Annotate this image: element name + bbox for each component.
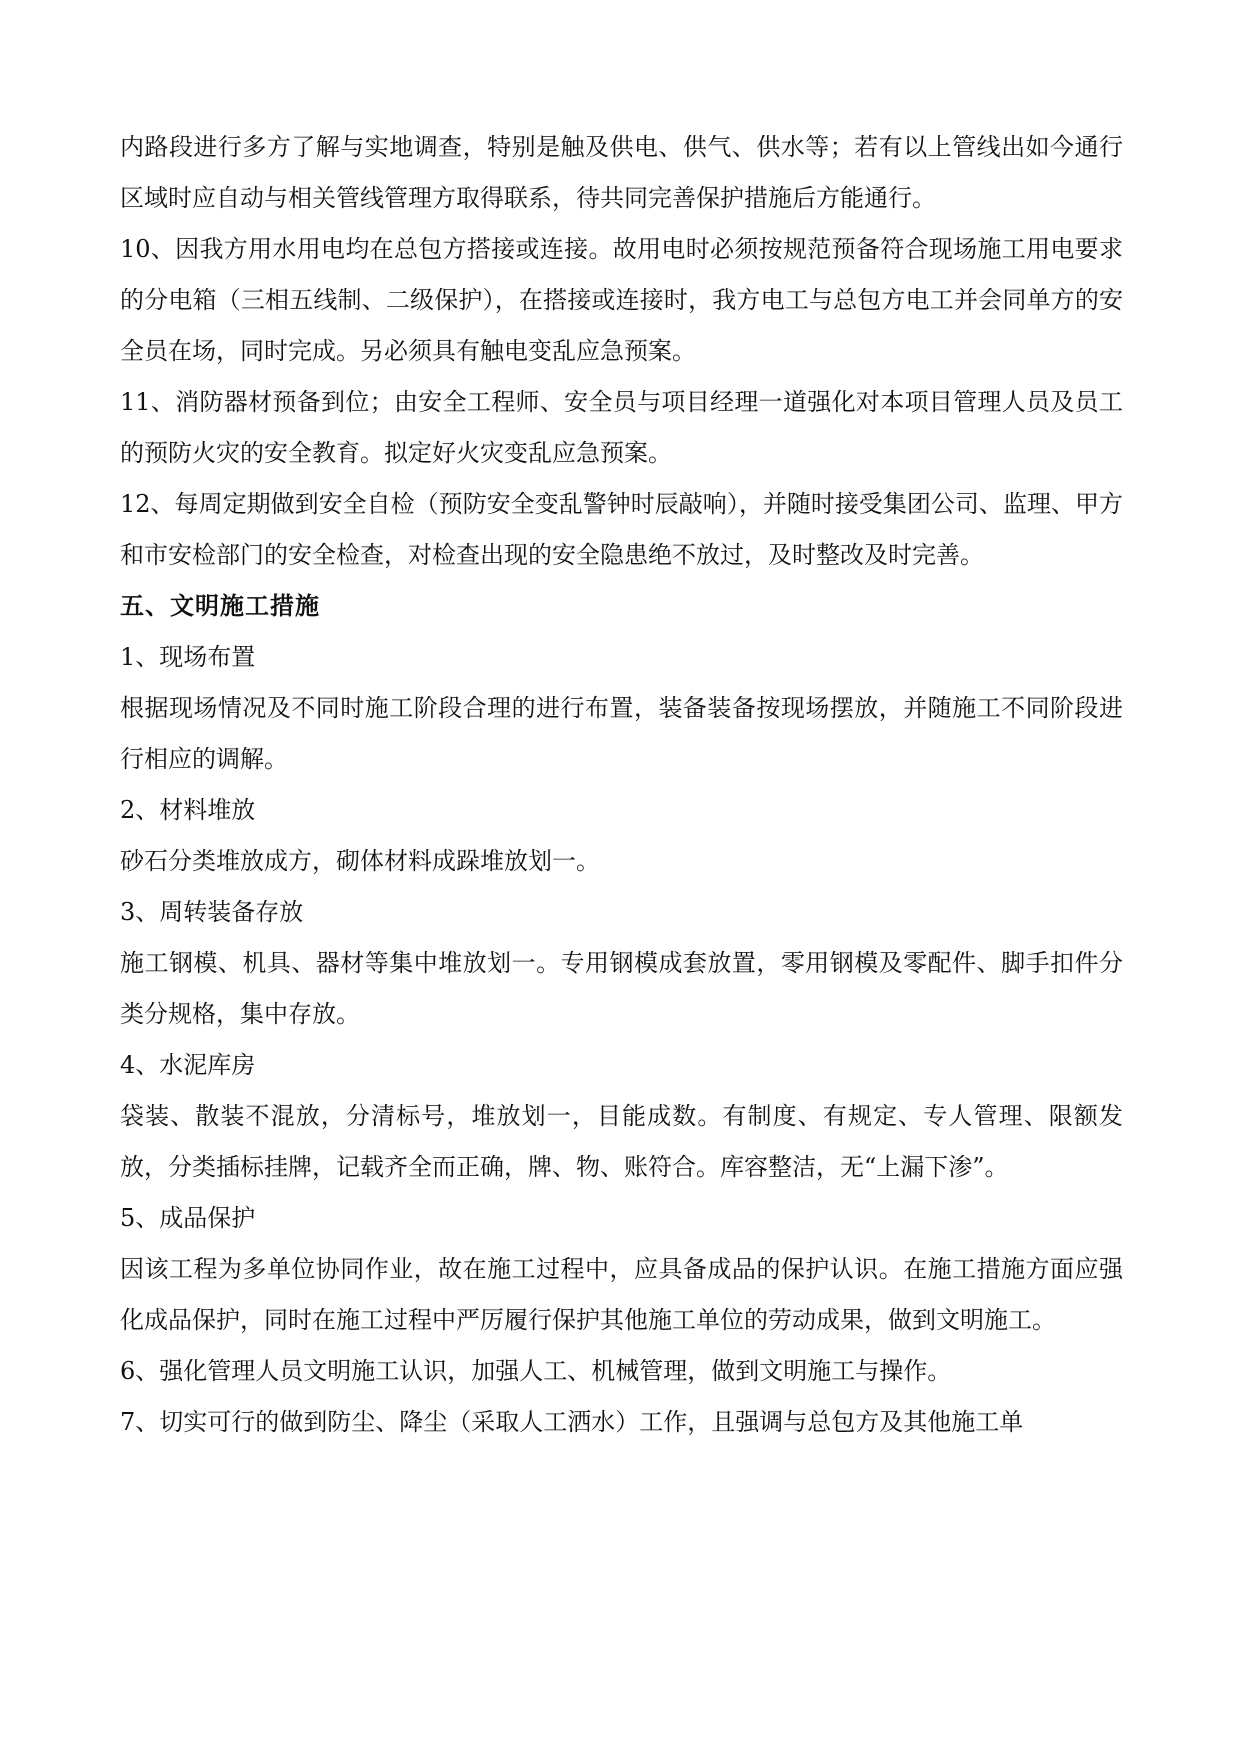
- paragraph-item-12: 12、每周定期做到安全自检（预防安全变乱警钟时辰敲响），并随时接受集团公司、监理、甲方和市安检部门的安全检查，对检查出现的安全隐患绝不放过，及时整改及时完善。: [120, 490, 1123, 569]
- item-title: 4、水泥库房: [120, 1051, 256, 1079]
- paragraph-item-11: 11、消防器材预备到位；由安全工程师、安全员与项目经理一道强化对本项目管理人员及员工的预防火灾的安全教育。拟定好火灾变乱应急预案。: [120, 388, 1123, 467]
- item-title: 2、材料堆放: [120, 796, 256, 824]
- item-title: 5、成品保护: [120, 1204, 256, 1232]
- paragraph-item-7: 7、切实可行的做到防尘、降尘（采取人工洒水）工作，且强调与总包方及其他施工单: [120, 1408, 1024, 1436]
- item-body: 因该工程为多单位协同作业，故在施工过程中，应具备成品的保护认识。在施工措施方面应强化成品保护，同时在施工过程中严厉履行保护其他施工单位的劳动成果，做到文明施工。: [120, 1255, 1123, 1334]
- document-page: [120, 122, 1123, 1448]
- item-body: 袋装、散装不混放，分清标号，堆放划一，目能成数。有制度、有规定、专人管理、限额发放，分类插标挂牌，记载齐全而正确，牌、物、账符合。库容整洁，无“上漏下渗”。: [120, 1102, 1123, 1181]
- paragraph-item-6: 6、强化管理人员文明施工认识，加强人工、机械管理，做到文明施工与操作。: [120, 1357, 952, 1385]
- item-title: 1、现场布置: [120, 643, 256, 671]
- item-title: 3、周转装备存放: [120, 898, 304, 926]
- paragraph-continued: 内路段进行多方了解与实地调查，特别是触及供电、供气、供水等；若有以上管线出如今通行区域时应自动与相关管线管理方取得联系，待共同完善保护措施后方能通行。: [120, 133, 1123, 212]
- item-body: 根据现场情况及不同时施工阶段合理的进行布置，装备装备按现场摆放，并随施工不同阶段进行相应的调解。: [120, 694, 1123, 773]
- section-heading: 五、文明施工措施: [120, 592, 320, 620]
- paragraph-item-10: 10、因我方用水用电均在总包方搭接或连接。故用电时必须按规范预备符合现场施工用电要求的分电箱（三相五线制、二级保护），在搭接或连接时，我方电工与总包方电工并会同单方的安全员在场，同时完成。另必须具有触电变乱应急预案。: [120, 235, 1123, 365]
- item-body: 施工钢模、机具、器材等集中堆放划一。专用钢模成套放置，零用钢模及零配件、脚手扣件分类分规格，集中存放。: [120, 949, 1123, 1028]
- item-body: 砂石分类堆放成方，砌体材料成跺堆放划一。: [120, 847, 600, 875]
